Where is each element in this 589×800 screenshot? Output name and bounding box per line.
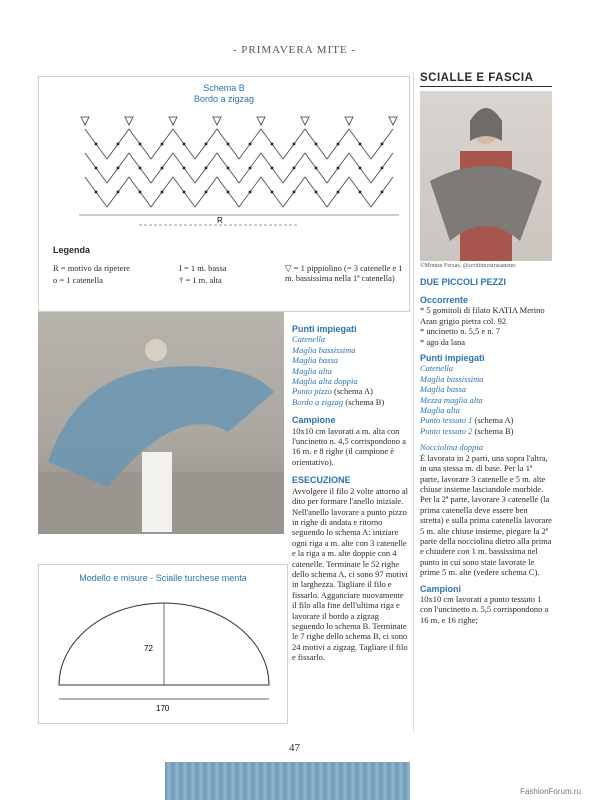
schema-b-title-text: Schema B (203, 83, 245, 93)
bordo-zigzag (292, 397, 408, 407)
punti-title: Punti impiegati (292, 324, 357, 334)
punto-tessuto-2 (420, 426, 552, 436)
bordo-label: Bordo a zigzag (292, 396, 344, 407)
legend-chain-text: = 1 catenella (59, 275, 103, 285)
right-punto-3: Maglia bassa (420, 384, 467, 395)
campioni-text: 10x10 cm lavorati a punto tessuto 1 con l'uncinetto n. 5,5 corrispondono a 16 m. e 16 righe; (420, 593, 549, 625)
watermark: FashionForum.ru (520, 787, 581, 796)
zigzag-diagram (39, 103, 411, 253)
right-punti-title: Punti impiegati (420, 353, 485, 364)
campioni-title: Campioni (420, 583, 462, 594)
legend-picot-text: = 1 pippiolino (= 3 catenelle e 1 m. bassissima nella 1ª catenella) (285, 263, 403, 283)
legend-single-text: = 1 m. bassa (183, 263, 227, 273)
right-punto-2: Maglia bassissima (420, 373, 484, 384)
right-title: SCIALLE E FASCIA (420, 72, 552, 87)
legend-title: Legenda (53, 245, 91, 255)
page-number: 47 (289, 742, 300, 754)
punto-pizzo-label: Punto pizzo (292, 386, 332, 397)
column-divider (413, 72, 414, 732)
esecuzione-text: Avvolgere il filo 2 volte attorno al dito per formare l'anello iniziale. Nell'anello lavorare a punto pizzo in righe di andata e ritorno seguendo lo schema A: iniziare ogni riga a m. alte con 3 catenelle e la riga a m. alte doppie con 4 catenelle. Terminate le 52 righe dello schema A, ci sono 97 motivi in larghezza. Tagliare il filo e fissarlo. Agganciare nuovamente il filo alla fine dell'ultima riga e lavorare il bordo a zigzag seguendo lo schema B. Terminate le 7 righe dello schema B, ci sono 24 motivi a zigzag. Tagliare il filo e fissarlo. (292, 485, 408, 663)
campione-title: Campione (292, 415, 336, 426)
tessuto2-label: Punto tessuto 2 (420, 425, 473, 436)
right-punto-4: Mezza maglia alta (420, 394, 483, 405)
model-illustration (420, 91, 552, 261)
occorrente-item-3: * ago da lana (420, 336, 466, 347)
legend-picot: ▽ = 1 pippiolino (= 3 catenelle e 1 m. bassissima nella 1ª catenella) (285, 263, 403, 283)
width-label: 170 (156, 704, 170, 713)
occorrente-item-2: * uncinetto n. 5,5 e n. 7 (420, 326, 501, 337)
right-punto-1: Catenella (420, 363, 454, 374)
nocciolina-text: È lavorata in 2 parti, una sopra l'altra, in una stessa m. di base. Per la 1ª parte, lavorare 3 catenelle e 5 m. alte chiuse insieme lasciandole morbide. Per la 2ª parte, lavorare 3 catenelle (la prima catenella deve essere ben stretta) e sulla prima catenella lavorare 5 m. alte chiuse insieme, piegare la 2ª parte della nocciolina dietro alla prima e chiudere con 1 m. bassissima nel punto in cui sono state lavorate le prime 5 m. alte (vedere schema C). (420, 452, 552, 578)
nocciolina-title: Nocciolina doppia (420, 442, 484, 453)
punto-tessuto-1 (420, 415, 552, 425)
shape-title: Modello e misure - Scialle turchese menta (79, 573, 247, 583)
punto-catenella: Catenella (292, 334, 326, 345)
photo-credit: ©Montse Feixas, @scrittimostrasanetes (420, 263, 516, 269)
punto-alta: Maglia alta (292, 365, 332, 376)
knit-texture-image (165, 762, 410, 800)
schema-b-box (38, 76, 410, 312)
schema-b-subtitle: Bordo a zigzag (193, 94, 255, 104)
tessuto1-ref: (schema A) (474, 415, 514, 426)
bordo-ref: (schema B) (345, 396, 385, 407)
repeat-label: R (217, 216, 223, 225)
occorrente-title: Occorrente (420, 295, 469, 305)
right-punto-5: Maglia alta (420, 405, 460, 416)
punto-alta-doppia: Maglia alta doppia (292, 376, 358, 387)
legend-single: I = 1 m. bassa (179, 263, 227, 273)
punto-bassissima: Maglia bassissima (292, 344, 356, 355)
legend-double-text: = 1 m. alta (185, 275, 222, 285)
tessuto1-label: Punto tessuto 1 (420, 415, 473, 426)
page-header: - PRIMAVERA MITE - (232, 44, 357, 56)
punto-pizzo-ref: (schema A) (334, 386, 373, 397)
shape-diagram (39, 585, 289, 725)
tessuto2-ref: (schema B) (474, 425, 514, 436)
right-subtitle: DUE PICCOLI PEZZI (420, 277, 507, 287)
schema-b-title (39, 83, 409, 105)
right-column (420, 72, 552, 625)
occorrente-item-1: * 5 gomitoli di filato KATIA Merino Aran grigio pietra col. 92 (420, 305, 545, 326)
shawl-photo (38, 312, 284, 534)
legend-double: † = 1 m. alta (179, 275, 222, 285)
shawl-illustration (38, 312, 284, 534)
right-text (420, 295, 552, 625)
esecuzione-title: ESECUZIONE (292, 475, 351, 486)
punto-pizzo (292, 386, 408, 396)
punto-bassa: Maglia bassa (292, 355, 339, 366)
shape-box (38, 564, 288, 724)
model-photo (420, 91, 552, 261)
legend-repeat-text: = motivo da ripetere (60, 263, 131, 273)
legend-repeat: R = motivo da ripetere (53, 263, 131, 273)
campione-text: 10x10 cm lavorati a m. alta con l'uncinetto n. 4,5 corrispondono a 16 m. e 8 righe (il campione è orientativo). (292, 425, 406, 467)
height-label: 72 (144, 644, 153, 653)
middle-text-column (292, 320, 408, 663)
legend-chain: o = 1 catenella (53, 275, 103, 285)
